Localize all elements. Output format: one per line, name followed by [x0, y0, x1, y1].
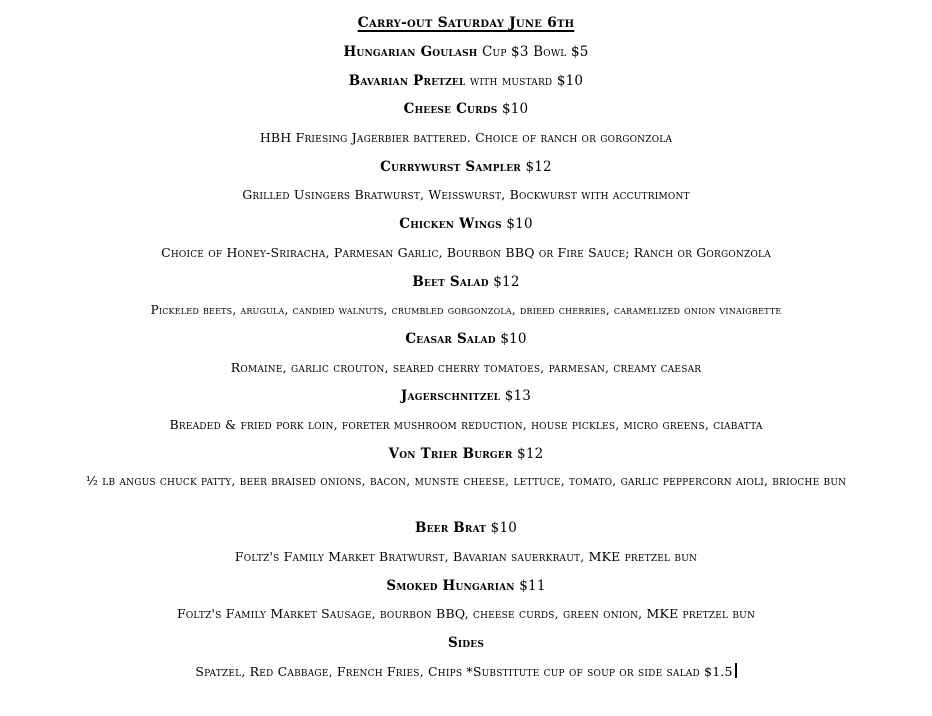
item-beer-brat [0, 518, 932, 547]
item-description: Spatzel, Red Cabbage, French Fries, Chips *Substitute cup of soup or side salad $1.5 [195, 663, 733, 679]
item-price: $12 [493, 273, 520, 290]
item-name: Smoked Hungarian [386, 577, 515, 594]
item-name: Jagerschnitzel [400, 388, 501, 405]
item-name: Bavarian Pretzel [348, 72, 466, 89]
item-name: Sides [447, 635, 485, 652]
menu-content [0, 13, 932, 690]
item-chicken-wings [0, 214, 932, 243]
item-price: with mustard $10 [470, 72, 584, 89]
item-price: Cup $3 Bowl $5 [482, 44, 589, 60]
item-name: Currywurst Sampler [380, 158, 521, 175]
item-name: Chicken Wings [399, 216, 502, 233]
item-description: Pickeled beets, arugula, candied walnuts, crumbled gorgonzola, drieed cherries, caramelized onion vinaigrette [150, 303, 782, 318]
menu-title: Carry-out Saturday June 6th [357, 15, 575, 31]
item-name: Beer Brat [414, 520, 487, 537]
item-description: Breaded & fried pork loin, foreter mushroom reduction, house pickles, micro greens, ciabatta [169, 416, 763, 432]
item-name: Von Trier Burger [388, 445, 513, 462]
item-description: Choice of Honey-Sriracha, Parmesan Garlic, Bourbon BBQ or Fire Sauce; Ranch or Gorgonzola [161, 244, 771, 260]
item-description: Foltz's Family Market Sausage, bourbon BBQ, cheese curds, green onion, MKE pretzel bun [176, 606, 756, 622]
item-description: ½ lb angus chuck patty, beer braised onions, bacon, munste cheese, lettuce, tomato, garlic peppercorn aioli, brioche bun [85, 473, 847, 489]
item-smoked-hungarian [0, 576, 932, 605]
item-price: $12 [525, 158, 552, 175]
item-ceasar-salad [0, 329, 932, 358]
item-price: $10 [501, 101, 529, 118]
item-name: Ceasar Salad [405, 330, 496, 347]
item-price: $11 [519, 577, 546, 594]
item-name: Cheese Curds [403, 101, 498, 118]
item-currywurst-sampler [0, 157, 932, 186]
item-beet-salad [0, 272, 932, 301]
text-cursor [735, 663, 737, 678]
item-von-trier-burger [0, 444, 932, 473]
item-price: $10 [490, 520, 518, 537]
item-description: Romaine, garlic crouton, seared cherry tomatoes, parmesan, creamy caesar [230, 359, 702, 375]
item-jagerschnitzel [0, 386, 932, 415]
item-price: $10 [500, 330, 527, 347]
item-bavarian-pretzel [0, 71, 932, 100]
item-price: $13 [504, 388, 532, 405]
section-sides [0, 633, 932, 662]
item-cheese-curds [0, 99, 932, 128]
item-price: $10 [506, 216, 533, 233]
item-description: Foltz's Family Market Bratwurst, Bavarian sauerkraut, MKE pretzel bun [234, 549, 698, 564]
item-name: Hungarian Goulash [343, 44, 478, 60]
sides-description [0, 662, 932, 691]
item-name: Beet Salad [412, 273, 489, 290]
item-price: $12 [517, 445, 544, 462]
item-description: HBH Friesing Jagerbier battered. Choice of ranch or gorgonzola [259, 130, 673, 146]
item-hungarian-goulash [0, 42, 932, 71]
item-description: Grilled Usingers Bratwurst, Weisswurst, Bockwurst with accutrimont [242, 187, 690, 203]
